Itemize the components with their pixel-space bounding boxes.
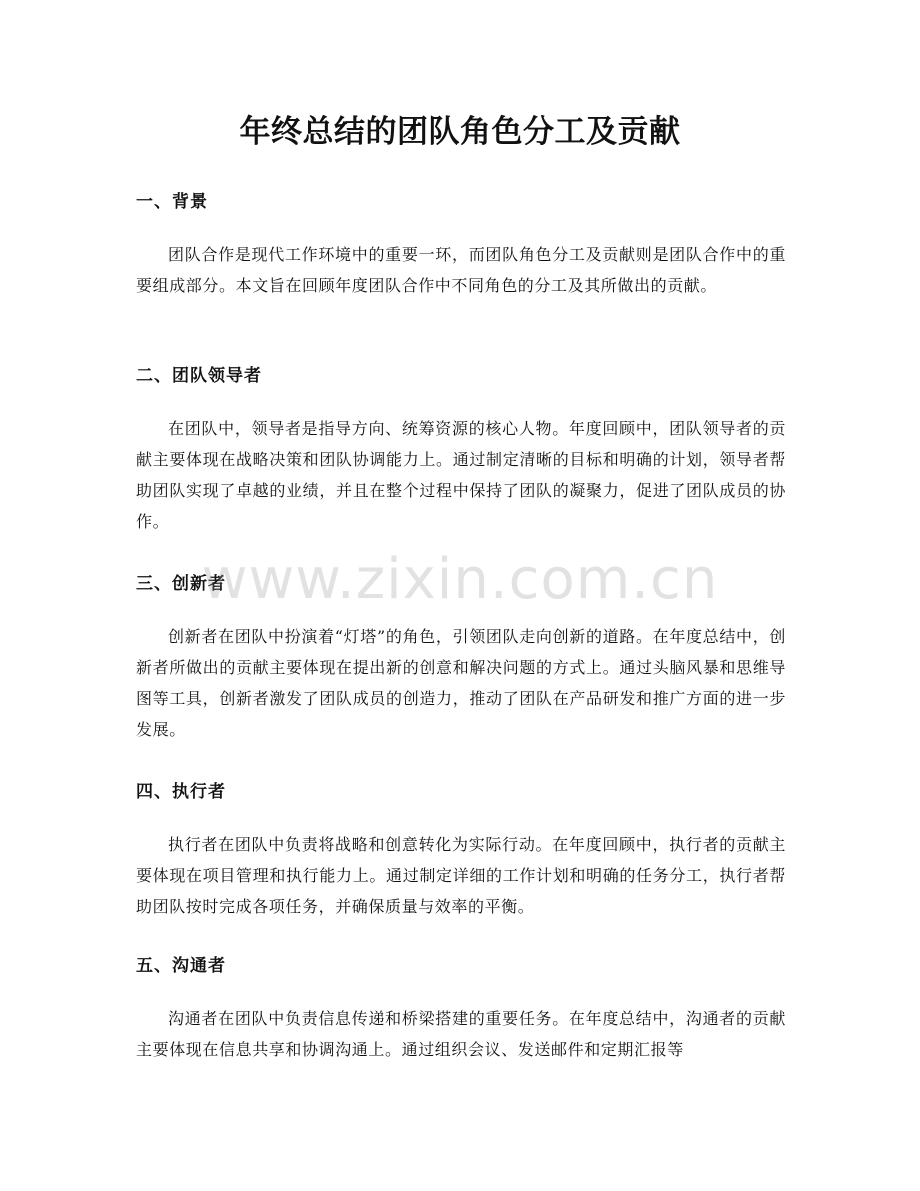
section-heading: 一、背景 [136, 192, 208, 212]
section-communicator [136, 953, 786, 1065]
section-background [136, 189, 786, 301]
watermark: www.zixin.com.cn [201, 547, 719, 612]
section-heading: 四、执行者 [136, 782, 226, 802]
section-paragraph: 在团队中，领导者是指导方向、统筹资源的核心人物。年度回顾中，团队领导者的贡献主要体现在战略决策和团队协调能力上。通过制定清晰的目标和明确的计划，领导者帮助团队实现了卓越的业绩，并且在整个过程中保持了团队的凝聚力，促进了团队成员的协作。 [136, 419, 786, 531]
section-innovator [136, 571, 786, 745]
section-heading: 二、团队领导者 [136, 366, 262, 386]
section-paragraph: 创新者在团队中扮演着“灯塔”的角色，引领团队走向创新的道路。在年度总结中，创新者所做出的贡献主要体现在提出新的创意和解决问题的方式上。通过头脑风暴和思维导图等工具，创新者激发了团队成员的创造力，推动了团队在产品研发和推广方面的进一步发展。 [136, 627, 786, 739]
section-paragraph: 执行者在团队中负责将战略和创意转化为实际行动。在年度回顾中，执行者的贡献主要体现在项目管理和执行能力上。通过制定详细的工作计划和明确的任务分工，执行者帮助团队按时完成各项任务，并确保质量与效率的平衡。 [136, 835, 786, 916]
section-heading: 三、创新者 [136, 574, 226, 594]
section-paragraph: 沟通者在团队中负责信息传递和桥梁搭建的重要任务。在年度总结中，沟通者的贡献主要体现在信息共享和协调沟通上。通过组织会议、发送邮件和定期汇报等 [136, 1009, 786, 1059]
section-executor [136, 779, 786, 922]
section-team-leader [136, 363, 786, 537]
section-paragraph: 团队合作是现代工作环境中的重要一环，而团队角色分工及贡献则是团队合作中的重要组成部分。本文旨在回顾年度团队合作中不同角色的分工及其所做出的贡献。 [136, 245, 786, 295]
section-heading: 五、沟通者 [136, 956, 226, 976]
page-title: 年终总结的团队角色分工及贡献 [239, 114, 681, 150]
